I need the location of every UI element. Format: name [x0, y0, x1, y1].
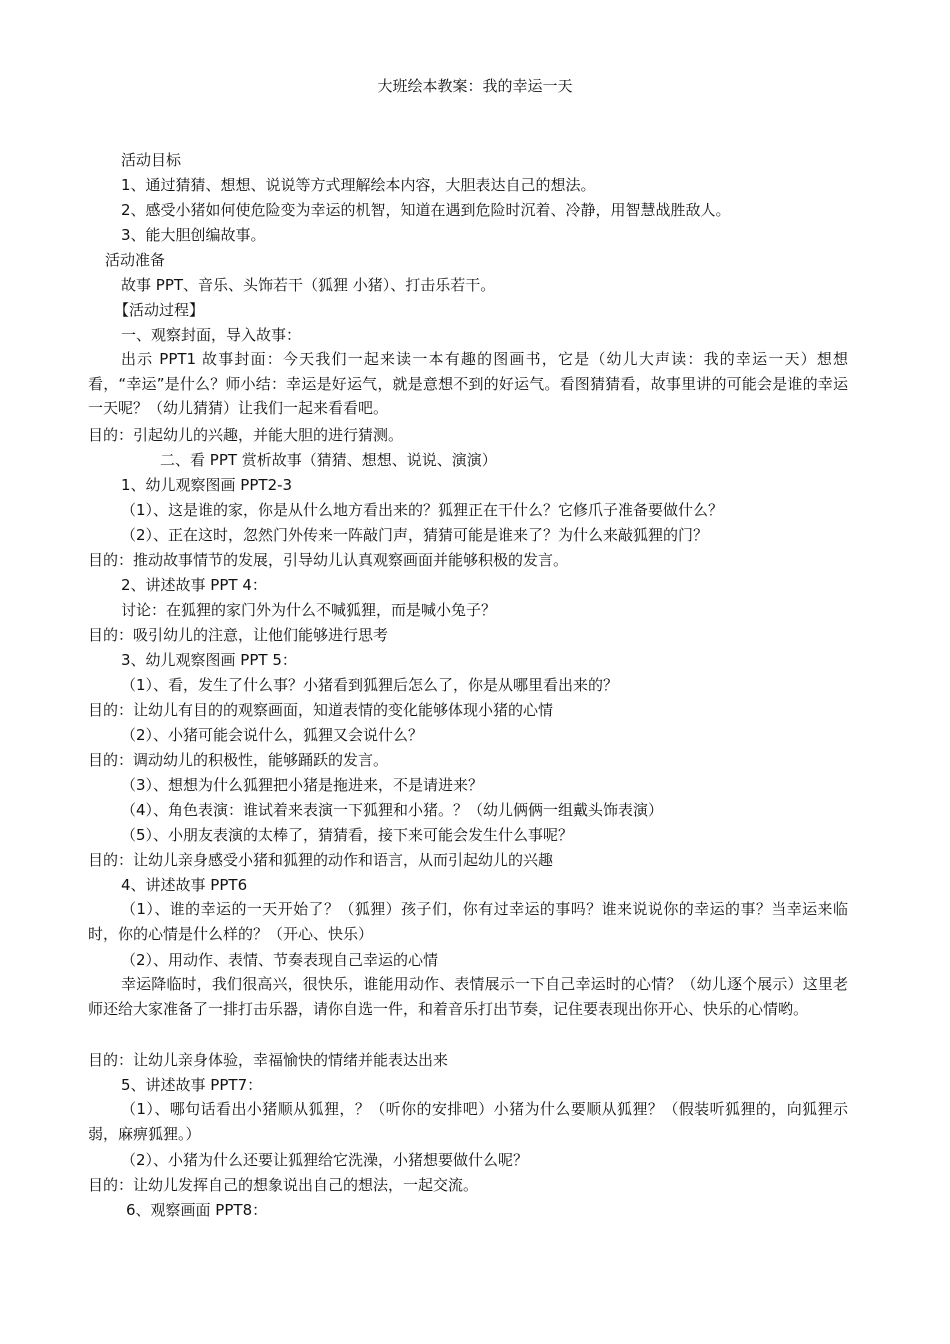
- question-item: （2）、小猪为什么还要让狐狸给它洗澡，小猪想要做什么呢？: [121, 1151, 529, 1169]
- body-paragraph: （1）、哪句话看出小猪顺从狐狸，？（听你的安排吧）小猪为什么要顺从狐狸？（假装听狐狸的，向狐狸示弱，麻痹狐狸。）: [88, 1100, 848, 1143]
- purpose-line: 目的：让幼儿亲身感受小猪和狐狸的动作和语言，从而引起幼儿的兴趣: [88, 851, 554, 869]
- purpose-line: 目的：推动故事情节的发展，引导幼儿认真观察画面并能够积极的发言。: [88, 551, 569, 569]
- question-item: （4）、角色表演：谁试着来表演一下狐狸和小猪。？（幼儿俩俩一组戴头饰表演）: [121, 801, 664, 819]
- purpose-line: 目的：调动幼儿的积极性，能够踊跃的发言。: [88, 751, 389, 769]
- section-heading-process: 【活动过程】: [114, 301, 205, 319]
- question-item: （2）、正在这时，忽然门外传来一阵敲门声，猜猜可能是谁来了？为什么来敲狐狸的门？: [121, 526, 709, 544]
- purpose-line: 目的：让幼儿亲身体验，幸福愉快的情绪并能表达出来: [88, 1051, 449, 1069]
- goal-item: 2、感受小猪如何使危险变为幸运的机智，知道在遇到危险时沉着、冷静，用智慧战胜敌人。: [121, 201, 731, 219]
- step-heading: 二、看 PPT 赏析故事（猜猜、想想、说说、演演）: [160, 451, 497, 469]
- discussion-line: 讨论：在狐狸的家门外为什么不喊狐狸，而是喊小兔子？: [121, 601, 497, 619]
- document-title: 大班绘本教案：我的幸运一天: [377, 77, 573, 95]
- sub-step-heading: 1、幼儿观察图画 PPT2-3: [121, 476, 293, 494]
- sub-step-heading: 3、幼儿观察图画 PPT 5：: [121, 651, 297, 669]
- sub-step-heading: 4、讲述故事 PPT6: [121, 876, 248, 894]
- question-item: （2）、小猪可能会说什么，狐狸又会说什么？: [121, 726, 424, 744]
- sub-step-heading: 2、讲述故事 PPT 4：: [121, 576, 267, 594]
- question-item: （2）、用动作、表情、节奏表现自己幸运的心情: [121, 951, 439, 969]
- section-heading-prep: 活动准备: [105, 251, 166, 269]
- step-heading: 一、观察封面，导入故事：: [121, 326, 302, 344]
- sub-step-heading: 5、讲述故事 PPT7：: [121, 1076, 263, 1094]
- question-item: （3）、想想为什么狐狸把小猪是拖进来，不是请进来？: [121, 776, 484, 794]
- body-paragraph: 出示 PPT1 故事封面：今天我们一起来读一本有趣的图画书，它是（幼儿大声读：我的幸运一天）想想看，“幸运”是什么？师小结：幸运是好运气，就是意想不到的好运气。看图猜猜看，故事里讲的可能会是谁的幸运一天呢？（幼儿猜猜）让我们一起来看看吧。: [88, 350, 848, 417]
- section-heading-goals: 活动目标: [121, 151, 182, 169]
- body-paragraph: 幸运降临时，我们很高兴，很快乐，谁能用动作、表情展示一下自己幸运时的心情？（幼儿逐个展示）这里老师还给大家准备了一排打击乐器，请你自选一件，和着音乐打出节奏，记住要表现出你开心、快乐的心情哟。: [88, 975, 848, 1018]
- body-paragraph: （1）、谁的幸运的一天开始了？（狐狸）孩子们，你有过幸运的事吗？谁来说说你的幸运的事？当幸运来临时，你的心情是什么样的？（开心、快乐）: [88, 900, 848, 943]
- question-item: （1）、看，发生了什么事？小猪看到狐狸后怎么了，你是从哪里看出来的？: [121, 676, 619, 694]
- goal-item: 1、通过猜猜、想想、说说等方式理解绘本内容，大胆表达自己的想法。: [121, 176, 596, 194]
- purpose-line: 目的：让幼儿发挥自己的想象说出自己的想法，一起交流。: [88, 1176, 479, 1194]
- purpose-line: 目的：引起幼儿的兴趣，并能大胆的进行猜测。: [88, 426, 404, 444]
- goal-item: 3、能大胆创编故事。: [121, 226, 266, 244]
- question-item: （1）、这是谁的家，你是从什么地方看出来的？狐狸正在干什么？它修爪子准备要做什么？: [121, 501, 724, 519]
- purpose-line: 目的：吸引幼儿的注意，让他们能够进行思考: [88, 626, 389, 644]
- purpose-line: 目的：让幼儿有目的的观察画面，知道表情的变化能够体现小猪的心情: [88, 701, 554, 719]
- question-item: （5）、小朋友表演的太棒了，猜猜看，接下来可能会发生什么事呢？: [121, 826, 574, 844]
- prep-text: 故事 PPT、音乐、头饰若干（狐狸 小猪）、打击乐若干。: [121, 276, 496, 294]
- sub-step-heading: 6、观察画面 PPT8：: [126, 1201, 268, 1219]
